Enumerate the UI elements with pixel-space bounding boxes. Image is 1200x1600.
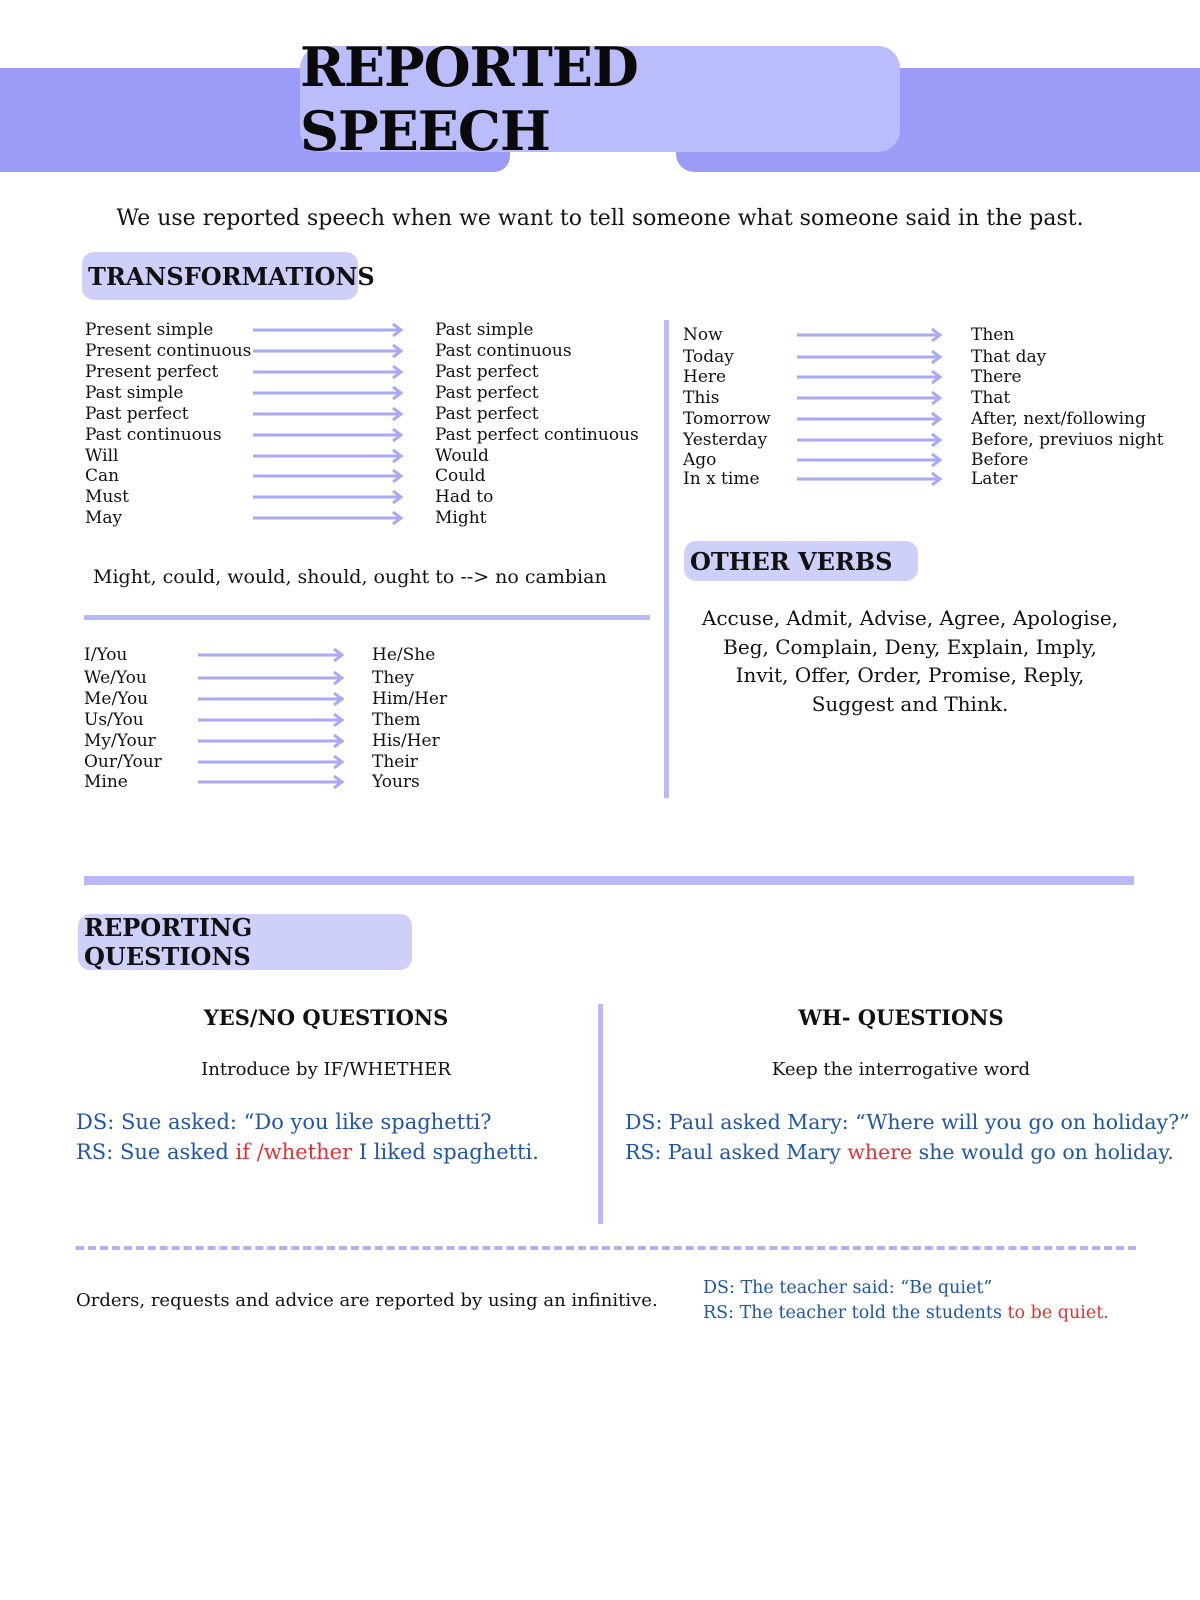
from-term: Here bbox=[683, 367, 727, 387]
column-divider bbox=[664, 320, 669, 798]
arrow-icon bbox=[253, 449, 403, 463]
rs-text: RS: The teacher told the students bbox=[703, 1303, 1008, 1323]
transformation-row bbox=[683, 347, 1183, 367]
transformation-row bbox=[84, 668, 464, 688]
arrow-icon bbox=[253, 407, 403, 421]
transformation-row bbox=[85, 404, 655, 424]
other-verbs-heading-label: OTHER VERBS bbox=[690, 546, 893, 576]
from-term: Will bbox=[85, 446, 119, 466]
from-term: Past continuous bbox=[85, 425, 222, 445]
to-term: Past continuous bbox=[435, 341, 572, 361]
transformation-row bbox=[683, 469, 1183, 489]
transformation-row bbox=[85, 508, 655, 528]
transformation-row bbox=[683, 409, 1183, 429]
orders-direct-speech: DS: The teacher said: “Be quiet” bbox=[703, 1278, 993, 1298]
modal-note: Might, could, would, should, ought to --> no cambian bbox=[93, 566, 607, 588]
arrow-icon bbox=[253, 490, 403, 504]
from-term: Past perfect bbox=[85, 404, 189, 424]
other-verbs-list bbox=[680, 604, 1140, 718]
to-term: His/Her bbox=[372, 731, 440, 751]
arrow-icon bbox=[253, 469, 403, 483]
transformation-row bbox=[683, 325, 1183, 345]
to-term: Past perfect bbox=[435, 362, 539, 382]
from-term: Now bbox=[683, 325, 723, 345]
questions-divider bbox=[598, 1004, 603, 1224]
rs-text: RS: Paul asked Mary bbox=[625, 1140, 848, 1164]
to-term: Would bbox=[435, 446, 489, 466]
to-term: Before bbox=[971, 450, 1029, 470]
from-term: Yesterday bbox=[683, 430, 768, 450]
transformation-row bbox=[84, 710, 464, 730]
transformation-row bbox=[85, 446, 655, 466]
transformation-row bbox=[85, 487, 655, 507]
orders-reported-speech bbox=[703, 1303, 1109, 1323]
to-term: There bbox=[971, 367, 1022, 387]
arrow-icon bbox=[253, 428, 403, 442]
section-divider-main bbox=[84, 876, 1134, 885]
transformations-heading-label: TRANSFORMATIONS bbox=[88, 261, 375, 291]
yes-no-reported-speech bbox=[76, 1140, 539, 1164]
arrow-icon bbox=[797, 433, 942, 447]
other-verbs-line: Invit, Offer, Order, Promise, Reply, bbox=[735, 663, 1085, 687]
arrow-icon bbox=[797, 370, 942, 384]
transformation-row bbox=[85, 383, 655, 403]
arrow-icon bbox=[253, 511, 403, 525]
transformation-row bbox=[683, 450, 1183, 470]
title-box bbox=[300, 35, 900, 163]
to-term: Past perfect bbox=[435, 383, 539, 403]
from-term: Present perfect bbox=[85, 362, 219, 382]
rs-text: she would go on holiday. bbox=[912, 1140, 1174, 1164]
arrow-icon bbox=[797, 328, 942, 342]
section-divider-left bbox=[84, 615, 650, 620]
to-term: That day bbox=[971, 347, 1047, 367]
arrow-icon bbox=[797, 453, 942, 467]
transformation-row bbox=[84, 731, 464, 751]
rs-text: . bbox=[1103, 1303, 1109, 1323]
transformation-row bbox=[85, 425, 655, 445]
rs-highlight: if /whether bbox=[235, 1140, 353, 1164]
transformation-row bbox=[84, 772, 464, 792]
to-term: Them bbox=[372, 710, 421, 730]
other-verbs-line: Suggest and Think. bbox=[811, 691, 1009, 716]
other-verbs-line: Accuse, Admit, Advise, Agree, Apologise, bbox=[701, 606, 1119, 630]
arrow-icon bbox=[797, 472, 942, 486]
to-term: Him/Her bbox=[372, 689, 448, 709]
orders-rule: Orders, requests and advice are reported by using an infinitive. bbox=[76, 1290, 658, 1311]
yes-no-direct-speech: DS: Sue asked: “Do you like spaghetti? bbox=[76, 1110, 492, 1134]
to-term: Could bbox=[435, 466, 486, 486]
transformation-row bbox=[683, 430, 1183, 450]
rs-text: I liked spaghetti. bbox=[352, 1140, 539, 1164]
dashed-divider bbox=[76, 1246, 1136, 1250]
transformation-row bbox=[683, 367, 1183, 387]
other-verbs-heading bbox=[684, 541, 918, 581]
from-term: Me/You bbox=[84, 689, 149, 709]
transformation-row bbox=[84, 645, 464, 665]
to-term: Later bbox=[971, 469, 1018, 489]
to-term: Past perfect continuous bbox=[435, 425, 639, 445]
transformations-heading bbox=[82, 252, 375, 300]
transformation-row bbox=[85, 466, 655, 486]
from-term: My/Your bbox=[84, 731, 156, 751]
arrow-icon bbox=[198, 755, 344, 769]
arrow-icon bbox=[253, 323, 403, 337]
from-term: This bbox=[683, 388, 720, 408]
arrow-icon bbox=[797, 412, 942, 426]
transformation-row bbox=[85, 341, 655, 361]
rs-highlight: to be quiet bbox=[1007, 1303, 1104, 1323]
transformation-row bbox=[683, 388, 1183, 408]
transformation-row bbox=[85, 320, 655, 340]
wh-title: WH- QUESTIONS bbox=[798, 1005, 1004, 1030]
arrow-icon bbox=[797, 391, 942, 405]
transformation-row bbox=[85, 362, 655, 382]
from-term: Our/Your bbox=[84, 752, 162, 772]
arrow-icon bbox=[198, 648, 344, 662]
arrow-icon bbox=[198, 671, 344, 685]
from-term: Past simple bbox=[85, 383, 184, 403]
from-term: Today bbox=[683, 347, 734, 367]
rs-highlight: where bbox=[847, 1140, 913, 1164]
to-term: Past perfect bbox=[435, 404, 539, 424]
wh-reported-speech bbox=[625, 1140, 1174, 1164]
arrow-icon bbox=[198, 692, 344, 706]
from-term: I/You bbox=[84, 645, 128, 665]
rs-text: RS: Sue asked bbox=[76, 1140, 236, 1164]
transformation-row bbox=[84, 689, 464, 709]
from-term: Ago bbox=[683, 450, 717, 470]
reporting-questions-heading bbox=[78, 914, 412, 970]
to-term: Had to bbox=[435, 487, 494, 507]
to-term: Their bbox=[372, 752, 418, 772]
to-term: He/She bbox=[372, 645, 436, 665]
to-term: After, next/following bbox=[971, 409, 1146, 429]
wh-rule: Keep the interrogative word bbox=[771, 1059, 1031, 1080]
from-term: We/You bbox=[84, 668, 147, 688]
arrow-icon bbox=[253, 365, 403, 379]
from-term: Us/You bbox=[84, 710, 144, 730]
other-verbs-line: Beg, Complain, Deny, Explain, Imply, bbox=[723, 634, 1097, 659]
arrow-icon bbox=[198, 775, 344, 789]
from-term: May bbox=[85, 508, 123, 528]
to-term: Yours bbox=[372, 772, 420, 792]
arrow-icon bbox=[198, 713, 344, 727]
yes-no-title: YES/NO QUESTIONS bbox=[203, 1005, 449, 1030]
from-term: Tomorrow bbox=[683, 409, 771, 429]
arrow-icon bbox=[198, 734, 344, 748]
from-term: Present continuous bbox=[85, 341, 252, 361]
to-term: Before, previuos night bbox=[971, 430, 1164, 450]
from-term: Can bbox=[85, 466, 120, 486]
intro-text: We use reported speech when we want to tell someone what someone said in the past. bbox=[116, 206, 1084, 231]
to-term: Might bbox=[435, 508, 487, 528]
to-term: Then bbox=[971, 325, 1015, 345]
arrow-icon bbox=[797, 350, 942, 364]
to-term: Past simple bbox=[435, 320, 534, 340]
from-term: Must bbox=[85, 487, 129, 507]
from-term: In x time bbox=[683, 469, 760, 489]
from-term: Mine bbox=[84, 772, 128, 792]
yes-no-rule: Introduce by IF/WHETHER bbox=[201, 1059, 451, 1080]
page-title: REPORTED SPEECH bbox=[300, 35, 638, 163]
to-term: That bbox=[971, 388, 1011, 408]
reporting-questions-heading-label: REPORTING QUESTIONS bbox=[84, 913, 253, 971]
to-term: They bbox=[372, 668, 414, 688]
arrow-icon bbox=[253, 386, 403, 400]
transformation-row bbox=[84, 752, 464, 772]
from-term: Present simple bbox=[85, 320, 214, 340]
wh-direct-speech: DS: Paul asked Mary: “Where will you go on holiday?” bbox=[625, 1110, 1190, 1134]
arrow-icon bbox=[253, 344, 403, 358]
